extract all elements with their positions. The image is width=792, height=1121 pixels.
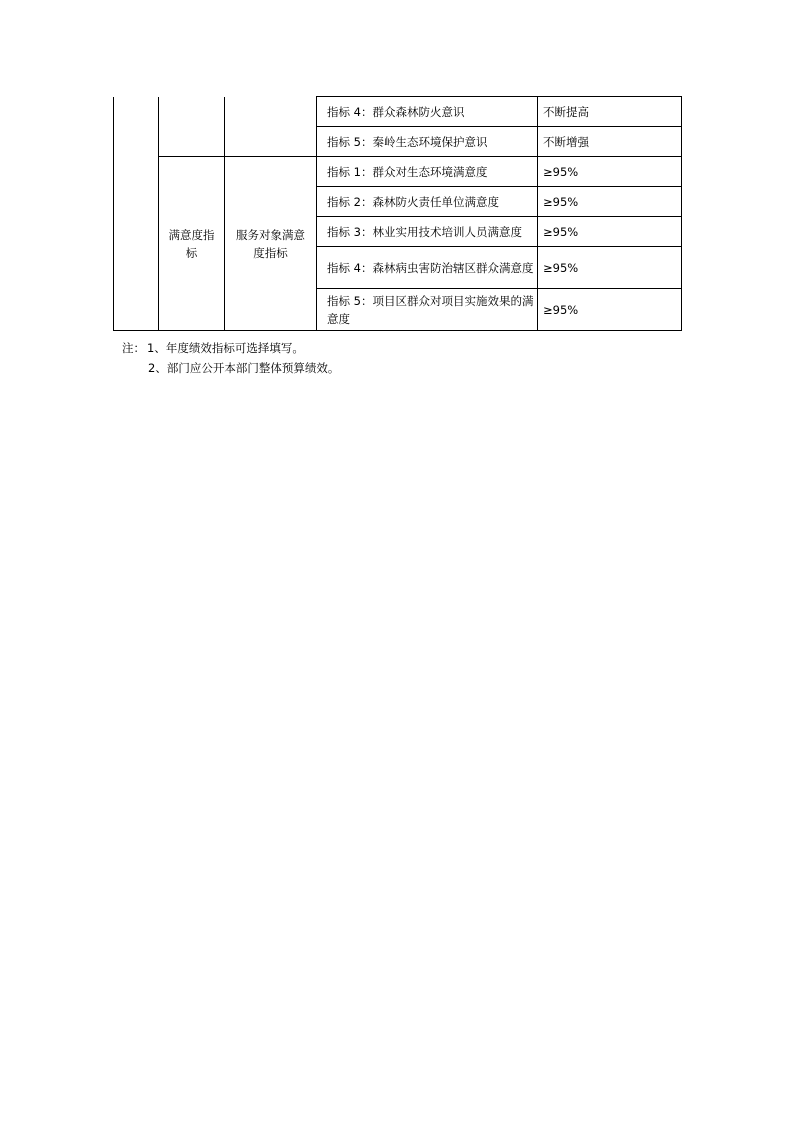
table-row	[114, 157, 682, 187]
value-cell: 不断增强	[538, 127, 682, 157]
level3-cell-continued	[225, 97, 317, 157]
note-prefix: 注：	[122, 341, 145, 355]
indicator-cell: 指标 4：森林病虫害防治辖区群众满意度	[317, 247, 538, 289]
note-line-1	[122, 338, 339, 358]
indicator-cell: 指标 1：群众对生态环境满意度	[317, 157, 538, 187]
notes	[122, 338, 339, 378]
value-cell: ≥95%	[538, 247, 682, 289]
indicator-cell: 指标 2：森林防火责任单位满意度	[317, 187, 538, 217]
level2-cell: 满意度指标	[159, 157, 225, 331]
level3-cell: 服务对象满意度指标	[225, 157, 317, 331]
note-line-2	[122, 358, 339, 378]
note-text-1: 1、年度绩效指标可选择填写。	[147, 341, 304, 355]
note-text-2: 2、部门应公开本部门整体预算绩效。	[148, 361, 340, 375]
indicator-cell: 指标 4：群众森林防火意识	[317, 97, 538, 127]
value-cell: ≥95%	[538, 217, 682, 247]
level2-cell-continued	[159, 97, 225, 157]
performance-indicator-table	[113, 96, 682, 331]
level1-cell	[114, 97, 159, 331]
value-cell: 不断提高	[538, 97, 682, 127]
indicator-cell: 指标 5：项目区群众对项目实施效果的满意度	[317, 289, 538, 331]
indicator-cell: 指标 3：林业实用技术培训人员满意度	[317, 217, 538, 247]
value-cell: ≥95%	[538, 157, 682, 187]
value-cell: ≥95%	[538, 187, 682, 217]
value-cell: ≥95%	[538, 289, 682, 331]
indicator-cell: 指标 5：秦岭生态环境保护意识	[317, 127, 538, 157]
table-row	[114, 97, 682, 127]
